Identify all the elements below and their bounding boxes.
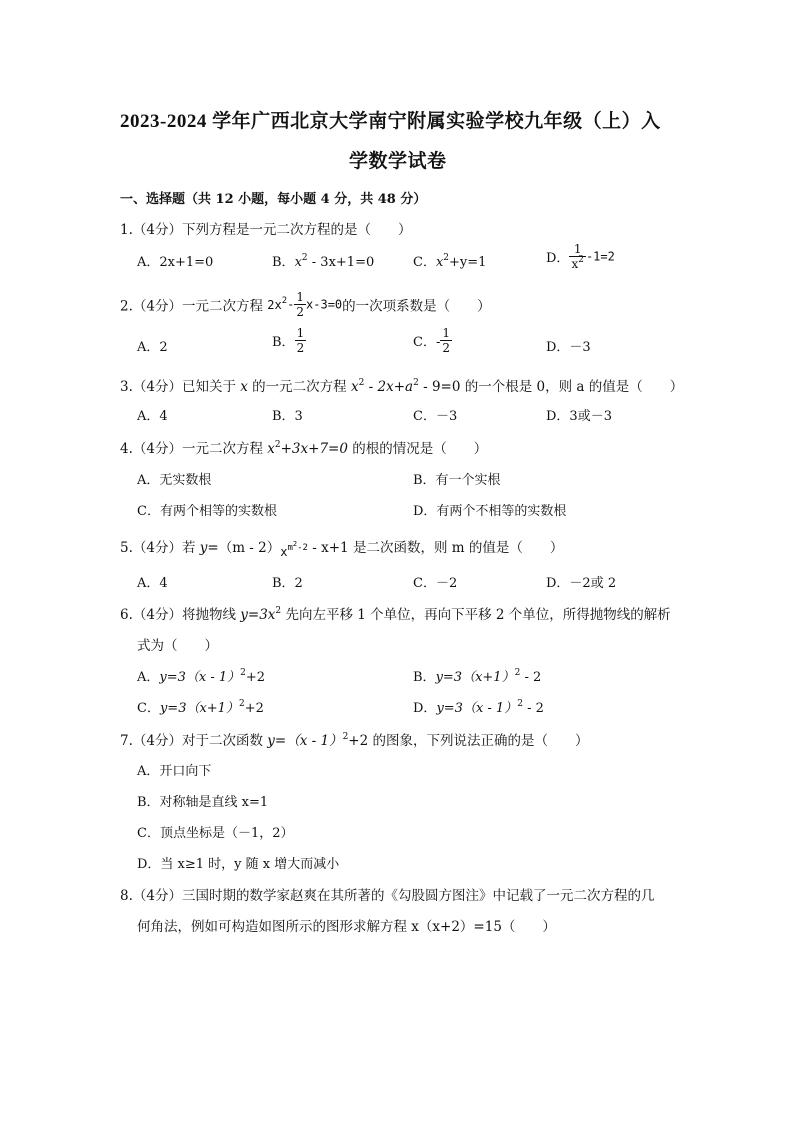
q4-option-b: B．有一个实根 [413,473,501,488]
question-4-stem: 4.（4分）一元二次方程 $x^2+3x+7=0$ 的根的情况是（ ） [120,440,488,457]
q2-option-a: A．2 [137,340,168,355]
q7-option-c: C．顶点坐标是（－1，2） [137,826,294,841]
q7-option-d: D．当 x≥1 时，y 随 x 增大而减小 [137,857,340,872]
q1-d-fraction: $\frac{1}{x^2}$ [571,242,584,271]
q2-eq-fraction: $\frac{1}{2}$ [296,290,305,319]
q6-option-a: A．y=3（x - 1）$^2$+2 [137,668,266,685]
q7-option-a: A．开口向下 [137,764,212,779]
question-5-stem: 5.（4分）若 $y=(m - 2)x^{m^2-2} - x+1$ 是二次函数，则 m 的值是（ ） [120,540,564,559]
q5-option-a: A．4 [137,576,168,591]
q5-option-d: D．－2或 2 [546,576,617,591]
q1-option-c: C．$x^2+y=1$ [413,253,487,270]
q6-option-d: D．y=3（x - 1）$^2$ - 2 [413,699,544,716]
q5-option-b: B．2 [272,576,303,591]
q1-option-d: D． $\frac{1}{x^2}$ -1=2 [546,242,615,271]
q3-option-d: D．3或－3 [546,409,612,424]
q1-option-a: A．2x+1=0 [137,255,214,270]
exam-title-line2: 学数学试卷 [349,151,447,172]
q2-b-fraction: $\frac{1}{2}$ [296,326,305,355]
question-3-stem: 3.（4分）已知关于 x 的一元二次方程 $x^2 - 2x+a^2 - 9=0$ 的一个根是 0，则 a 的值是（ ） [120,378,684,395]
q1-option-b: B．$x^2 - 3x+1=0$ [272,253,375,270]
question-6-stem-line2: 式为（ ） [137,638,218,654]
q2-option-b: B． $\frac{1}{2}$ [272,326,305,355]
q2-c-fraction: $\frac{1}{2}$ [442,326,450,355]
q4-option-c: C．有两个相等的实数根 [137,504,277,519]
q3-option-b: B．3 [272,409,303,424]
q7-option-b: B．对称轴是直线 x=1 [137,795,269,810]
question-6-stem-line1: 6.（4分）将抛物线 $y=3x^2$ 先向左平移 1 个单位，再向下平移 2 个单位，所得抛物线的解析 [120,606,671,623]
q3-option-c: C．－3 [413,409,458,424]
section-header-choice: 一、选择题（共 12 小题，每小题 4 分，共 48 分） [120,192,427,207]
q5-option-c: C．－2 [413,576,458,591]
question-8-stem-line2: 何角法，例如可构造如图所示的图形求解方程 x（x+2）=15（ ） [137,919,556,935]
question-8-stem-line1: 8.（4分）三国时期的数学家赵爽在其所著的《勾股圆方图注》中记载了一元二次方程的几 [120,888,655,904]
q4-option-d: D．有两个不相等的实数根 [413,504,567,519]
q6-option-c: C．$y=3(x+1)^2+2$ [137,699,264,716]
question-2-stem: 2.（4分）一元二次方程 $2x^2-$ $\frac{1}{2}$ x-3=0的一次项系数是（ ） [120,290,491,319]
q3-option-a: A．4 [137,409,168,424]
question-7-stem: 7.（4分）对于二次函数 y=（x - 1）$^2$+2 的图象，下列说法正确的是（ ） [120,732,589,749]
q4-option-a: A．无实数根 [137,473,212,488]
q2-option-d: D．－3 [546,340,591,355]
q6-option-b: B．$y=3(x+1)^2 - 2$ [413,668,542,685]
question-1-stem: 1.（4分）下列方程是一元二次方程的是（ ） [120,222,412,238]
q2-option-c: C．- $\frac{1}{2}$ [413,326,450,355]
exam-title-line1: 2023-2024 学年广西北京大学南宁附属实验学校九年级（上）入 [120,111,661,132]
